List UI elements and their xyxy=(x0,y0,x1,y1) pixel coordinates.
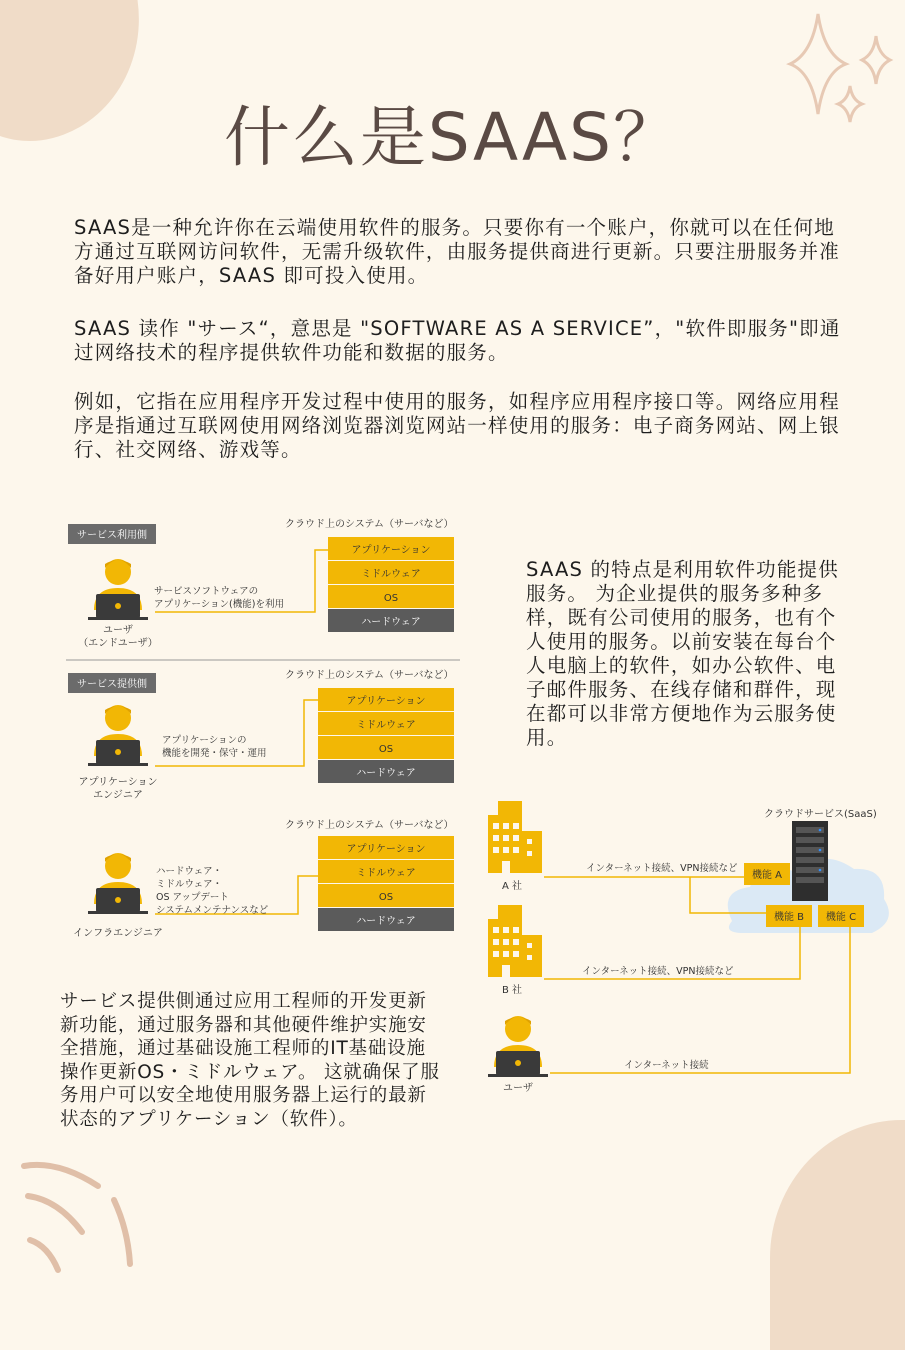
func-b-label: 機能 B xyxy=(773,912,805,923)
app-eng-label-2: エンジニア xyxy=(93,790,143,801)
stack-title-3: クラウド上のシステム（サーバなど） xyxy=(285,820,454,831)
tag-user-side-label: サービス利用側 xyxy=(77,530,147,541)
user-text-1: サービスソフトウェアの xyxy=(154,586,259,597)
func-a-label: 機能 A xyxy=(751,870,783,881)
func-c-label: 機能 C xyxy=(825,912,857,923)
layer-os-label-1: OS xyxy=(383,593,399,604)
layer-hw-label-3: ハードウェア xyxy=(356,916,416,927)
infra-text-1: ハードウェア・ xyxy=(156,866,223,877)
app-eng-text-1: アプリケーションの xyxy=(162,735,247,746)
layer-hw-label-1: ハードウェア xyxy=(361,617,421,628)
intro-paragraph: SAAS是一种允许你在云端使用软件的服务。只要你有一个账户，你就可以在任何地方通过互联网访问软件，无需升级软件，由服务提供商进行更新。只要注册服务并准备好用户账户，SAAS 即可投入使用。 xyxy=(74,216,840,287)
service-roles-diagram xyxy=(60,510,470,950)
app-eng-label-1: アプリケーション xyxy=(78,777,158,788)
layer-app-label-2: アプリケーション xyxy=(346,696,426,707)
app-eng-text-2: 機能を開発・保守・運用 xyxy=(162,748,267,759)
layer-os-label-3: OS xyxy=(378,892,394,903)
layer-mw-label-3: ミドルウェア xyxy=(356,868,416,879)
link-a-label: インターネット接続、VPN接続など xyxy=(586,863,738,874)
app-engineer-person-icon xyxy=(88,705,148,766)
company-a-label: A 社 xyxy=(501,881,523,892)
stack-title-2: クラウド上のシステム（サーバなど） xyxy=(285,670,454,681)
user-text-2: アプリケーション(機能)を利用 xyxy=(154,599,284,610)
definition-paragraph: SAAS 读作 "サース“，意思是 "SOFTWARE AS A SERVICE”，"软件即服务"即通过网络技术的程序提供软件功能和数据的服务。 xyxy=(74,317,841,364)
link-b-label: インターネット接続、VPN接続など xyxy=(582,966,734,977)
layer-app-label-1: アプリケーション xyxy=(351,545,431,556)
layer-app-label-3: アプリケーション xyxy=(346,844,426,855)
tag-provider-side-label: サービス提供側 xyxy=(77,679,147,690)
features-paragraph: SAAS 的特点是利用软件功能提供服务。 为企业提供的服务多种多样，既有公司使用的服务，也有个人使用的服务。以前安装在每台个人电脑上的软件，如办公软件、电子邮件服务、在线存储和群件，现在都可以非常方便地作为云服务使用。 xyxy=(526,558,839,749)
company-a-building-icon xyxy=(488,801,542,873)
example-paragraph: 例如，它指在应用程序开发过程中使用的服务，如程序应用程序接口等。网络应用程序是指通过互联网使用网络浏览器浏览网站一样使用的服务：电子商务网站、网上银行、社交网络、游戏等。 xyxy=(74,390,840,461)
company-b-building-icon xyxy=(488,905,542,977)
server-rack-icon xyxy=(792,821,828,901)
user-label-1: ユーザ xyxy=(103,625,133,636)
user-label-right: ユーザ xyxy=(503,1083,533,1094)
decor-blob-bottom-right xyxy=(770,1120,905,1350)
user-label-2: （エンドユーザ） xyxy=(78,638,158,649)
user-person-icon-right xyxy=(488,1016,548,1077)
link-user-label: インターネット接続 xyxy=(624,1060,709,1071)
provider-paragraph: サービス提供側通过应用工程师的开发更新新功能，通过服务器和其他硬件维护实施安全措施，通过基础设施工程师的IT基础设施操作更新OS・ミドルウェア。 这就确保了服务用户可以安全地使用服务器上运行的最新状态的アプリケーション（软件）。 xyxy=(60,991,440,1130)
cloud-service-diagram xyxy=(482,795,894,1105)
user-person-icon xyxy=(88,559,148,620)
infra-text-2: ミドルウェア・ xyxy=(156,879,223,890)
layer-mw-label-1: ミドルウェア xyxy=(361,569,421,580)
rays-decoration-icon xyxy=(18,1160,148,1275)
stack-title-1: クラウド上のシステム（サーバなど） xyxy=(285,519,454,530)
infra-engineer-person-icon xyxy=(88,853,148,914)
layer-mw-label-2: ミドルウェア xyxy=(356,720,416,731)
infra-label: インフラエンジニア xyxy=(73,928,163,939)
layer-os-label-2: OS xyxy=(378,744,394,755)
page-title: 什么是SAAS？ xyxy=(223,99,682,176)
infra-text-3: OS アップデート xyxy=(156,892,229,903)
infra-text-4: システムメンテナンスなど xyxy=(156,905,269,916)
cloud-title: クラウドサービス(SaaS) xyxy=(764,809,877,820)
company-b-label: B 社 xyxy=(501,985,523,996)
layer-hw-label-2: ハードウェア xyxy=(356,768,416,779)
